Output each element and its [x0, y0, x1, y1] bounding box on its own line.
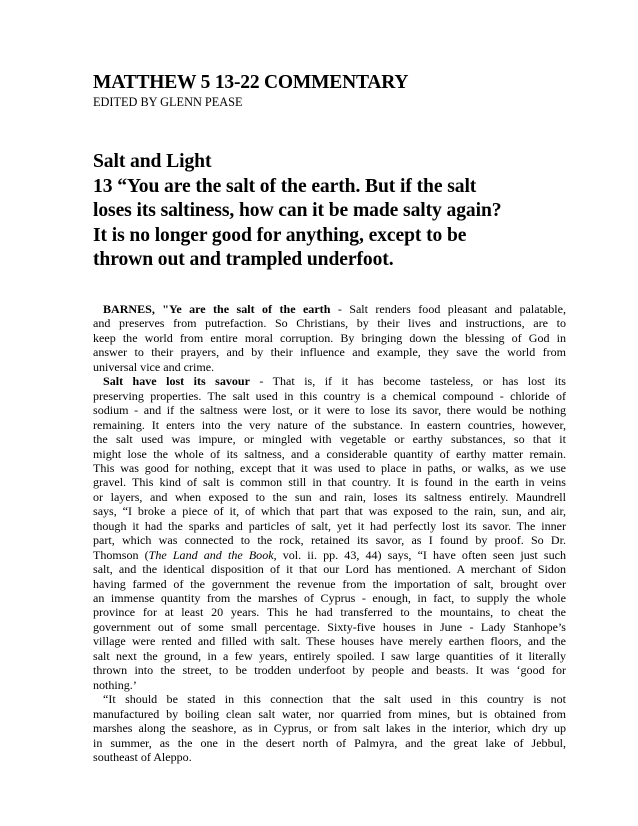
paragraph-barnes-salt-of-earth — [93, 302, 566, 374]
heading-line: 13 “You are the salt of the earth. But if the salt — [93, 175, 477, 197]
paragraph-lead: Salt have lost its savour — [103, 374, 250, 389]
document-title: MATTHEW 5 13-22 COMMENTARY — [93, 72, 409, 93]
paragraph-first-line — [93, 374, 566, 388]
paragraph-line: thrown into the street, to be trodden underfoot by people and beasts. It was ‘good for — [93, 663, 566, 678]
paragraph-line: salt, and the identical disposition of it that our Lord has mentioned. A merchant of Sidon — [93, 562, 566, 577]
paragraph-line: southeast of Aleppo. — [93, 750, 192, 765]
paragraph-line: having farmed of the government the revenue from the importation of salt, brought over — [93, 576, 566, 591]
document-subtitle: EDITED BY GLENN PEASE — [93, 95, 243, 109]
paragraph-line: - That is, if it has become tasteless, or has lost its — [249, 374, 566, 389]
paragraph-line: part, which was connected to the rock, retained its savor, as I found by proof. So Dr. — [93, 533, 566, 548]
paragraph-line: “It should be stated in this connection that the salt used in this country is not — [103, 692, 566, 707]
paragraph-line: preserving properties. The salt used in this country is a chemical compound - chloride of — [93, 388, 566, 403]
paragraph-line: an immense quantity from the marshes of Cyprus - enough, in fact, to supply the whole — [93, 591, 566, 606]
paragraph-salt-lost-savour — [93, 374, 566, 692]
paragraph-line: keep the world from entire moral corruption. By bringing down the blessing of God in — [93, 330, 566, 345]
paragraph-line: Thomson (The Land and the Book, vol. ii. pp. 43, 44) says, “I have often seen just such — [93, 547, 566, 562]
paragraph-line: the salt used was impure, or mingled with vegetable or earthy substances, so that it — [93, 432, 566, 447]
paragraph-line: says, “I broke a piece of it, of which that part that was exposed to the rain, sun, and air, — [93, 504, 566, 519]
paragraph-salt-source — [93, 692, 566, 764]
paragraph-line: remaining. It enters into the very nature of the substance. In eastern countries, however, — [93, 417, 566, 432]
paragraph-line: salt next the ground, in a few years, entirely spoiled. I saw large quantities of it literally — [93, 648, 566, 663]
paragraph-line: gravel. This kind of salt is common still in that country. It is found in the earth in veins — [93, 475, 566, 490]
commentary-body — [93, 302, 566, 765]
paragraph-line: and preserves from putrefaction. So Christians, by their lives and instructions, are to — [93, 316, 566, 331]
paragraph-line: nothing.’ — [93, 677, 137, 692]
paragraph-lead: BARNES, "Ye are the salt of the earth — [103, 301, 331, 316]
paragraph-line: This was good for nothing, except that it was used to place in paths, or walks, as we use — [93, 460, 566, 475]
paragraph-line: in summer, as the one in the desert north of Palmyra, and the great lake of Jebbul, — [93, 735, 566, 750]
heading-line: Salt and Light — [93, 151, 212, 172]
paragraph-line: answer to their prayers, and by their influence and example, they save the world from — [93, 345, 566, 360]
paragraph-first-line — [93, 302, 566, 316]
section-heading — [93, 150, 566, 273]
paragraph-line: sodium - and if the saltness were lost, or it were to lose its savor, there would be nothing — [93, 403, 566, 418]
paragraph-line: marshes along the seashore, as in Cyprus, or from salt lakes in the interior, which dry up — [93, 721, 566, 736]
paragraph-line: might lose the whole of its saltness, and a considerable quantity of earthy matter remain. — [93, 446, 566, 461]
heading-line: It is no longer good for anything, except to be — [93, 224, 467, 246]
paragraph-line: province for at least 20 years. This he had transferred to the mountains, to cheat the — [93, 605, 566, 620]
paragraph-line: though it had the sparks and particles of salt, yet it had perfectly lost its savor. The inner — [93, 518, 566, 533]
paragraph-line: manufactured by boiling clean salt water, nor quarried from mines, but is obtained from — [93, 706, 566, 721]
heading-line: loses its saltiness, how can it be made salty again? — [93, 200, 502, 222]
paragraph-line: universal vice and crime. — [93, 359, 215, 374]
paragraph-line: village were rented and filled with salt. These houses have merely earthen floors, and the — [93, 634, 566, 649]
paragraph-line: or layers, and when exposed to the sun and rain, loses its saltness entirely. Maundrell — [93, 489, 566, 504]
book-title: The Land and the Book — [148, 547, 274, 562]
paragraph-line: government out of some small percentage. Sixty-five houses in June - Lady Stanhope’s — [93, 619, 566, 634]
heading-line: thrown out and trampled underfoot. — [93, 249, 394, 271]
paragraph-line: - Salt renders food pleasant and palatable, — [330, 301, 566, 316]
